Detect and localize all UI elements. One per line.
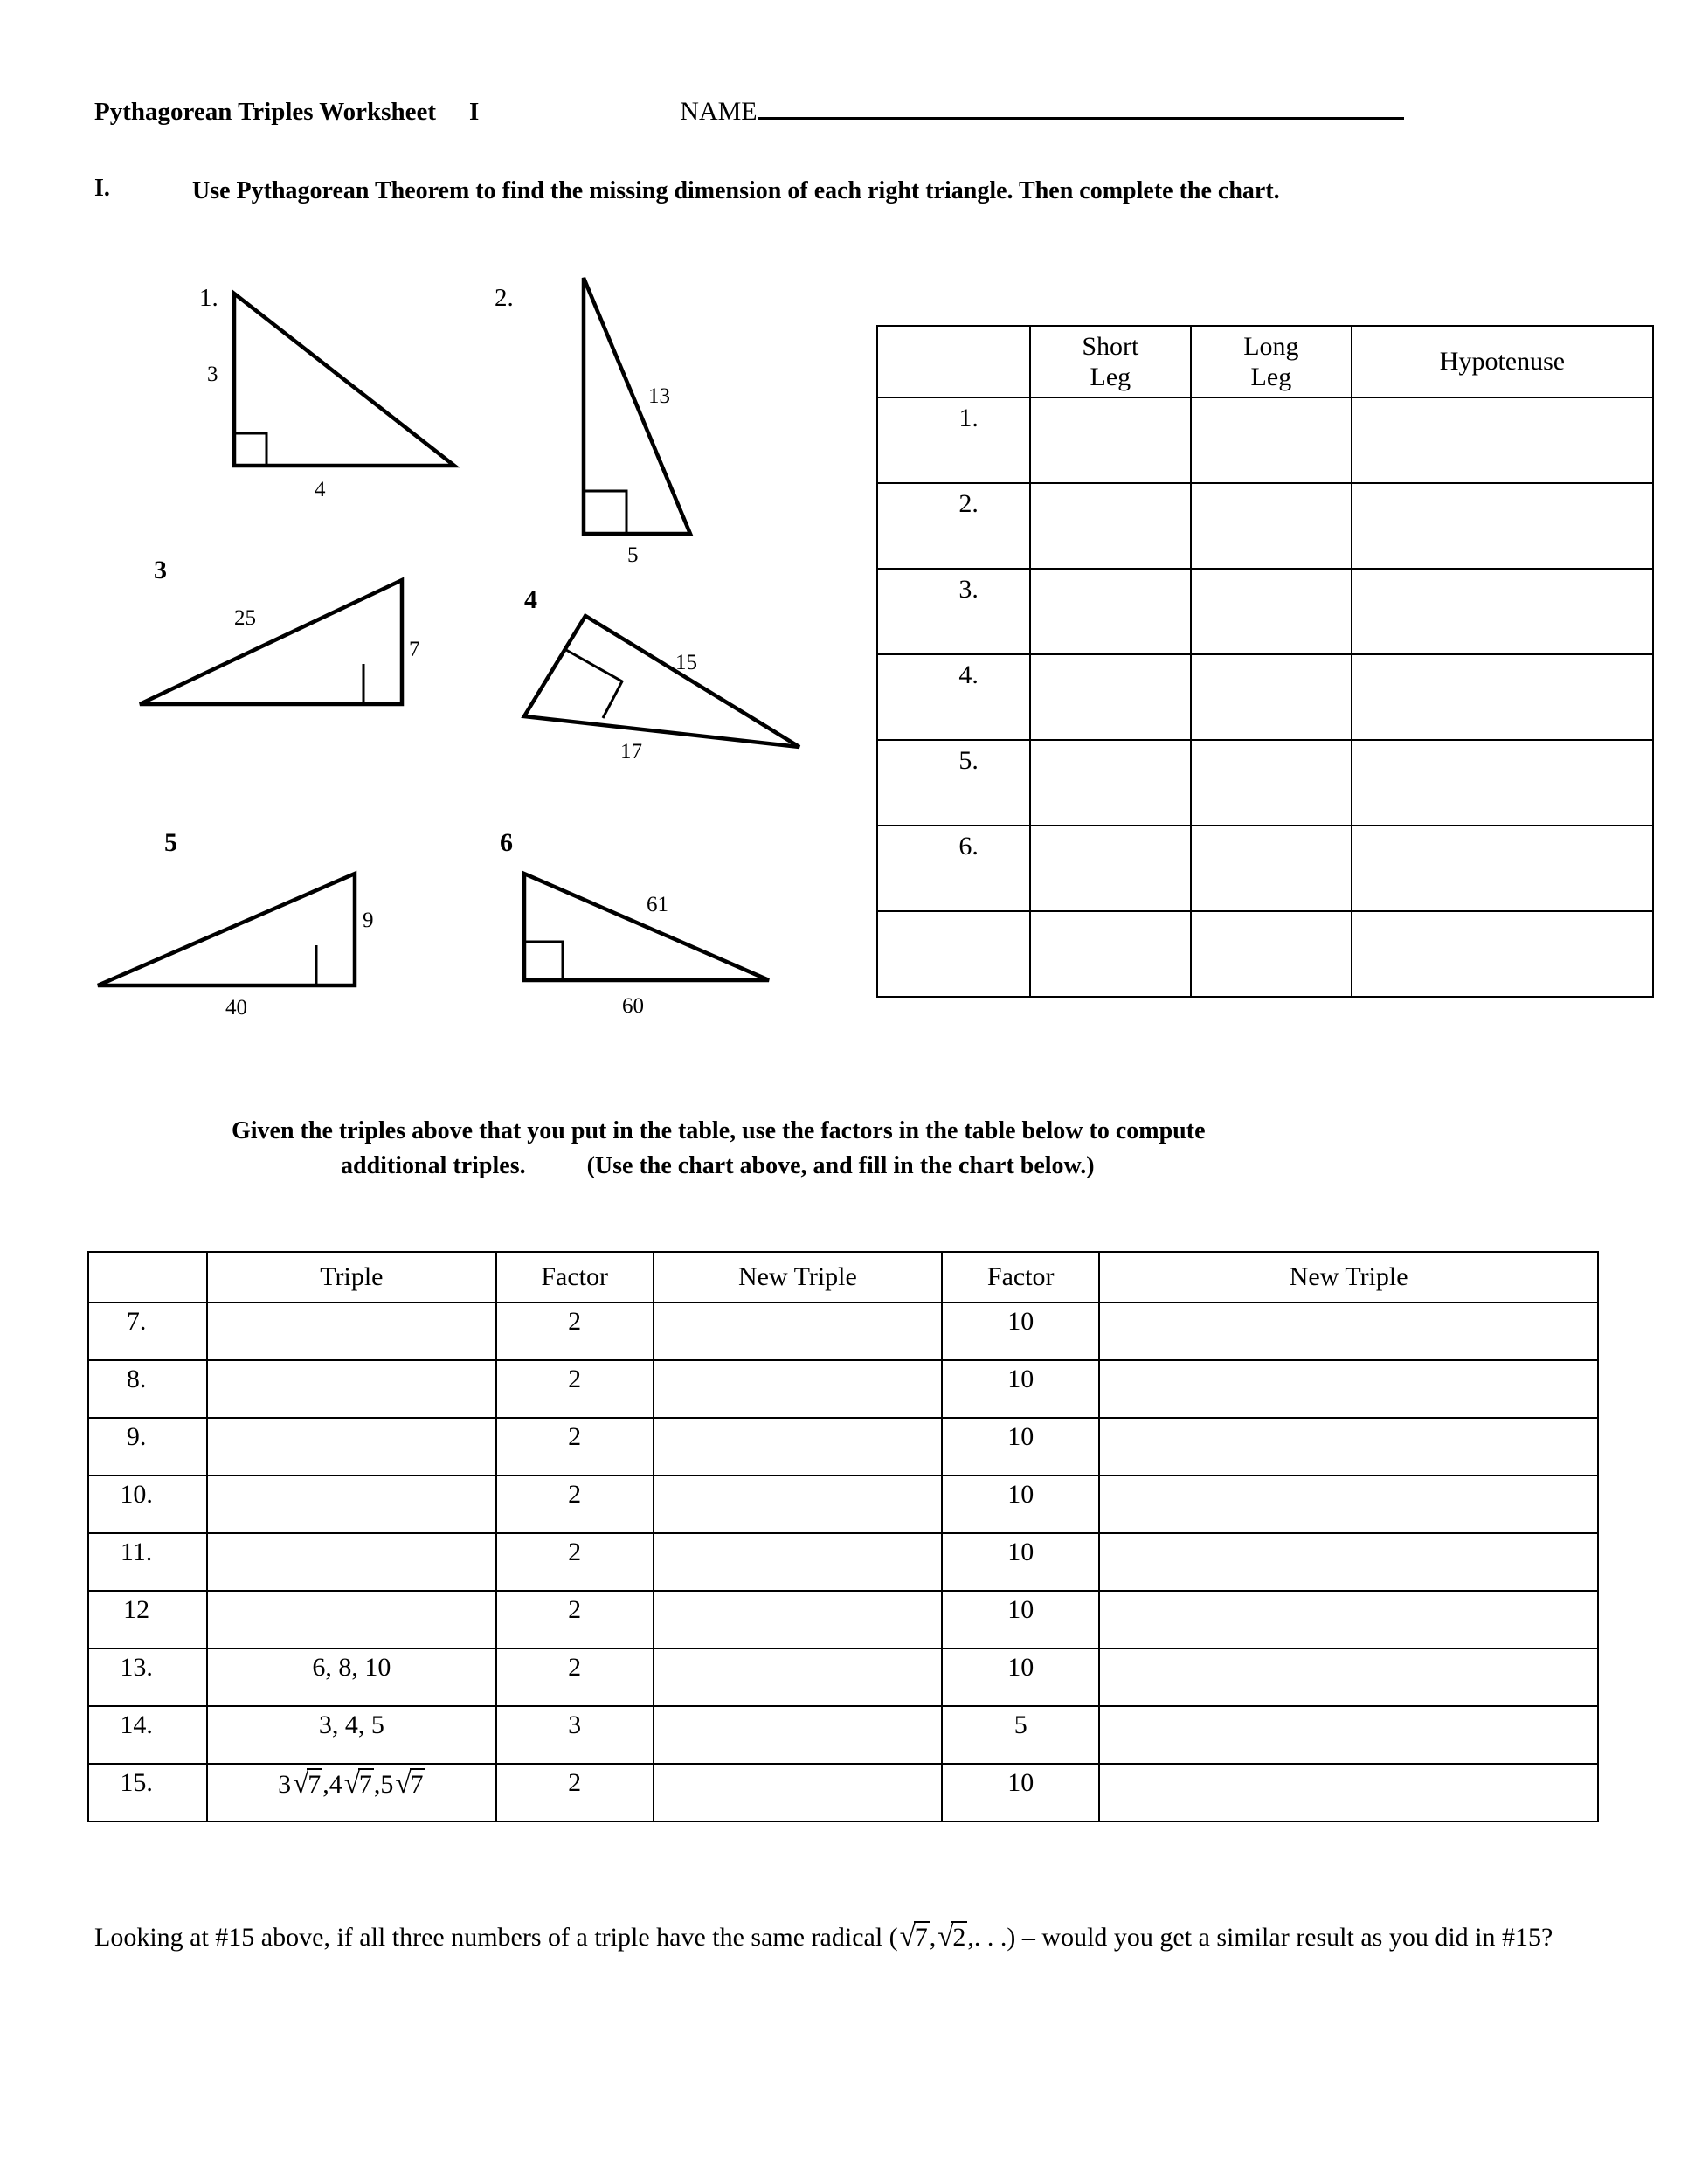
triangle-4-leg-b-label: 17	[620, 740, 642, 764]
table2-cell-new-triple-2[interactable]	[1099, 1648, 1598, 1706]
comma-2: ,	[373, 1770, 381, 1799]
radical-coefficient-3: 5	[380, 1770, 394, 1799]
long-leg-line2: Leg	[1250, 363, 1292, 391]
table1-cell-hypotenuse[interactable]	[1352, 483, 1653, 569]
table1-cell-short-leg[interactable]	[1030, 397, 1191, 483]
radical-coefficient-2: 4	[329, 1770, 342, 1799]
table2-row-number: 13.	[88, 1648, 207, 1706]
middle-instruction	[232, 1114, 1542, 1184]
radical-coefficient-1: 3	[278, 1770, 292, 1799]
short-leg-line1: Short	[1082, 331, 1139, 361]
table1-cell-hypotenuse[interactable]	[1352, 654, 1653, 740]
table2-row-number: 14.	[88, 1706, 207, 1764]
table2-cell-new-triple-2[interactable]	[1099, 1533, 1598, 1591]
table-row	[877, 397, 1653, 483]
table2-cell-factor-1: 2	[496, 1303, 654, 1360]
table-row	[877, 569, 1653, 654]
triangle-4-label: 4	[524, 585, 537, 614]
table2-cell-factor-2: 10	[942, 1360, 1099, 1418]
table-row	[88, 1591, 1598, 1648]
sqrt-icon: √7	[395, 1768, 424, 1800]
table2-cell-factor-1: 3	[496, 1706, 654, 1764]
table2-cell-new-triple-1[interactable]	[654, 1648, 942, 1706]
table2-cell-factor-2: 10	[942, 1648, 1099, 1706]
table1-row-number: 3.	[877, 569, 1030, 654]
middle-instruction-line2	[232, 1149, 1542, 1184]
table1-cell-short-leg[interactable]	[1030, 483, 1191, 569]
table1-cell-hypotenuse[interactable]	[1352, 740, 1653, 826]
table2-header-factor-1: Factor	[496, 1252, 654, 1303]
table1-row-number	[877, 911, 1030, 997]
table2-cell-new-triple-2[interactable]	[1099, 1303, 1598, 1360]
triangle-6-hypotenuse-label: 61	[647, 893, 668, 916]
table2-row-number: 12	[88, 1591, 207, 1648]
table2-cell-factor-2: 5	[942, 1706, 1099, 1764]
table2-header-blank	[88, 1252, 207, 1303]
triangle-2-leg-label: 5	[627, 543, 639, 567]
table2-cell-factor-2: 10	[942, 1591, 1099, 1648]
table2-cell-new-triple-2[interactable]	[1099, 1418, 1598, 1476]
table2-cell-triple[interactable]: 3, 4, 5	[207, 1706, 495, 1764]
triangle-3-label: 3	[154, 556, 167, 584]
table2-cell-new-triple-2[interactable]	[1099, 1764, 1598, 1821]
table2-header-factor-2: Factor	[942, 1252, 1099, 1303]
long-leg-line1: Long	[1243, 331, 1299, 361]
table1-cell-hypotenuse[interactable]	[1352, 569, 1653, 654]
triangle-6-figure	[0, 0, 874, 1048]
table1-body	[877, 397, 1653, 997]
triples-table	[876, 325, 1654, 998]
table2-cell-triple[interactable]	[207, 1360, 495, 1418]
table2-cell-new-triple-1[interactable]	[654, 1591, 942, 1648]
closing-question	[94, 1916, 1562, 1959]
triangle-4-leg-a-label: 15	[675, 651, 697, 674]
table2-row-number: 15.	[88, 1764, 207, 1821]
table-row	[88, 1303, 1598, 1360]
table1-cell-long-leg[interactable]	[1191, 569, 1352, 654]
table1-row-number: 4.	[877, 654, 1030, 740]
table2-cell-factor-2: 10	[942, 1418, 1099, 1476]
table1-cell-long-leg[interactable]	[1191, 826, 1352, 911]
triangle-6-leg-label: 60	[622, 994, 644, 1018]
sqrt-icon: √7	[343, 1768, 372, 1800]
middle-instruction-line2a: additional triples.	[341, 1151, 526, 1179]
page-title: Pythagorean Triples Worksheet	[94, 98, 436, 126]
table-header-row	[877, 326, 1653, 397]
table1-cell-long-leg[interactable]	[1191, 397, 1352, 483]
table1-header-short-leg	[1030, 326, 1191, 397]
comma-1: ,	[322, 1770, 329, 1799]
table-row	[88, 1476, 1598, 1533]
table1-header-hypotenuse: Hypotenuse	[1352, 326, 1653, 397]
table2-cell-factor-2: 10	[942, 1533, 1099, 1591]
table1-header-long-leg	[1191, 326, 1352, 397]
table1-cell-short-leg[interactable]	[1030, 569, 1191, 654]
triangle-5-leg-b-label: 40	[225, 996, 247, 1019]
middle-instruction-line1: Given the triples above that you put in the table, use the factors in the table below to compute	[232, 1117, 1206, 1144]
table2-row-number: 11.	[88, 1533, 207, 1591]
table2-cell-factor-1: 2	[496, 1648, 654, 1706]
sqrt-icon: √2	[937, 1921, 966, 1952]
table1-cell-short-leg[interactable]	[1030, 654, 1191, 740]
table1-cell-short-leg[interactable]	[1030, 911, 1191, 997]
triangle-6-label: 6	[500, 828, 513, 857]
table2-header-new-triple-2: New Triple	[1099, 1252, 1598, 1303]
triangle-3-leg-label: 7	[409, 638, 420, 661]
new-triples-table	[87, 1251, 1599, 1822]
table2-cell-factor-2: 10	[942, 1764, 1099, 1821]
table2-cell-triple-radical[interactable]	[207, 1764, 495, 1821]
triangle-1-leg-b-label: 4	[315, 478, 326, 501]
closing-text-b: ) – would you get a similar result as you did in #15?	[1007, 1923, 1553, 1952]
table1-cell-hypotenuse[interactable]	[1352, 826, 1653, 911]
sqrt-icon: √7	[899, 1921, 928, 1952]
table2-cell-factor-2: 10	[942, 1476, 1099, 1533]
table1-cell-long-leg[interactable]	[1191, 911, 1352, 997]
table2-body	[88, 1303, 1598, 1821]
triples-table-wrapper	[876, 325, 1654, 998]
table2-cell-factor-1: 2	[496, 1360, 654, 1418]
radicand-1: 7	[308, 1770, 322, 1799]
table-row	[88, 1764, 1598, 1821]
table2-cell-new-triple-1[interactable]	[654, 1706, 942, 1764]
closing-radicals: √7,√2,. . .	[898, 1923, 1007, 1952]
table-row	[88, 1533, 1598, 1591]
table2-cell-factor-1: 2	[496, 1764, 654, 1821]
table2-cell-triple[interactable]	[207, 1418, 495, 1476]
table2-cell-triple[interactable]	[207, 1591, 495, 1648]
table-row	[877, 483, 1653, 569]
triangle-5-label: 5	[164, 828, 177, 857]
radicand-2: 7	[358, 1770, 372, 1799]
table2-row-number: 10.	[88, 1476, 207, 1533]
table1-cell-hypotenuse[interactable]	[1352, 397, 1653, 483]
table2-cell-factor-1: 2	[496, 1418, 654, 1476]
new-triples-table-wrapper	[87, 1251, 1599, 1822]
table2-cell-factor-1: 2	[496, 1476, 654, 1533]
table2-cell-factor-1: 2	[496, 1591, 654, 1648]
table-row	[88, 1418, 1598, 1476]
triangle-2-label: 2.	[495, 284, 514, 312]
table2-cell-new-triple-1[interactable]	[654, 1764, 942, 1821]
sqrt-icon: √7	[293, 1768, 322, 1800]
table2-cell-new-triple-2[interactable]	[1099, 1591, 1598, 1648]
section-one-text: Use Pythagorean Theorem to find the missing dimension of each right triangle. Then complete the chart.	[192, 177, 1280, 204]
table1-row-number: 2.	[877, 483, 1030, 569]
table2-cell-triple[interactable]	[207, 1533, 495, 1591]
table2-cell-new-triple-1[interactable]	[654, 1476, 942, 1533]
name-label: NAME	[680, 97, 758, 126]
table2-header-new-triple-1: New Triple	[654, 1252, 942, 1303]
section-one-number: I.	[94, 175, 110, 202]
closing-text-a: Looking at #15 above, if all three numbers of a triple have the same radical (	[94, 1923, 898, 1952]
triangle-1-leg-a-label: 3	[207, 363, 218, 386]
table2-cell-triple[interactable]	[207, 1476, 495, 1533]
table-row	[88, 1706, 1598, 1764]
table2-cell-new-triple-1[interactable]	[654, 1303, 942, 1360]
short-leg-line2: Leg	[1090, 363, 1131, 391]
triangle-1-label: 1.	[199, 284, 218, 312]
table2-cell-new-triple-1[interactable]	[654, 1360, 942, 1418]
triangle-3-hypotenuse-label: 25	[234, 606, 256, 630]
table-row	[877, 740, 1653, 826]
middle-instruction-line2b: (Use the chart above, and fill in the chart below.)	[586, 1151, 1095, 1179]
table-row	[88, 1648, 1598, 1706]
table2-row-number: 7.	[88, 1303, 207, 1360]
table2-cell-new-triple-1[interactable]	[654, 1418, 942, 1476]
worksheet-roman-numeral: I	[468, 98, 480, 126]
table1-row-number: 5.	[877, 740, 1030, 826]
table2-cell-new-triple-2[interactable]	[1099, 1706, 1598, 1764]
table2-cell-new-triple-2[interactable]	[1099, 1476, 1598, 1533]
table1-cell-long-leg[interactable]	[1191, 654, 1352, 740]
table1-cell-long-leg[interactable]	[1191, 740, 1352, 826]
radicand-7: 7	[914, 1923, 928, 1952]
table-row	[877, 826, 1653, 911]
table2-cell-factor-2: 10	[942, 1303, 1099, 1360]
table1-row-number: 6.	[877, 826, 1030, 911]
table2-header-triple: Triple	[207, 1252, 495, 1303]
radicand-3: 7	[410, 1770, 424, 1799]
table1-header-blank	[877, 326, 1030, 397]
table2-cell-triple[interactable]	[207, 1303, 495, 1360]
table1-cell-short-leg[interactable]	[1030, 740, 1191, 826]
radicand-2: 2	[952, 1923, 966, 1952]
table1-cell-hypotenuse[interactable]	[1352, 911, 1653, 997]
table1-cell-long-leg[interactable]	[1191, 483, 1352, 569]
table2-row-number: 8.	[88, 1360, 207, 1418]
triangle-2-hypotenuse-label: 13	[648, 384, 670, 408]
table2-cell-triple[interactable]: 6, 8, 10	[207, 1648, 495, 1706]
table2-cell-factor-1: 2	[496, 1533, 654, 1591]
table2-cell-new-triple-1[interactable]	[654, 1533, 942, 1591]
triangle-5-leg-a-label: 9	[363, 909, 374, 932]
triangle-figures-area	[0, 0, 874, 1075]
table-header-row	[88, 1252, 1598, 1303]
table1-row-number: 1.	[877, 397, 1030, 483]
table-row	[877, 911, 1653, 997]
table1-cell-short-leg[interactable]	[1030, 826, 1191, 911]
table-row	[88, 1360, 1598, 1418]
table-row	[877, 654, 1653, 740]
table2-cell-new-triple-2[interactable]	[1099, 1360, 1598, 1418]
table2-row-number: 9.	[88, 1418, 207, 1476]
